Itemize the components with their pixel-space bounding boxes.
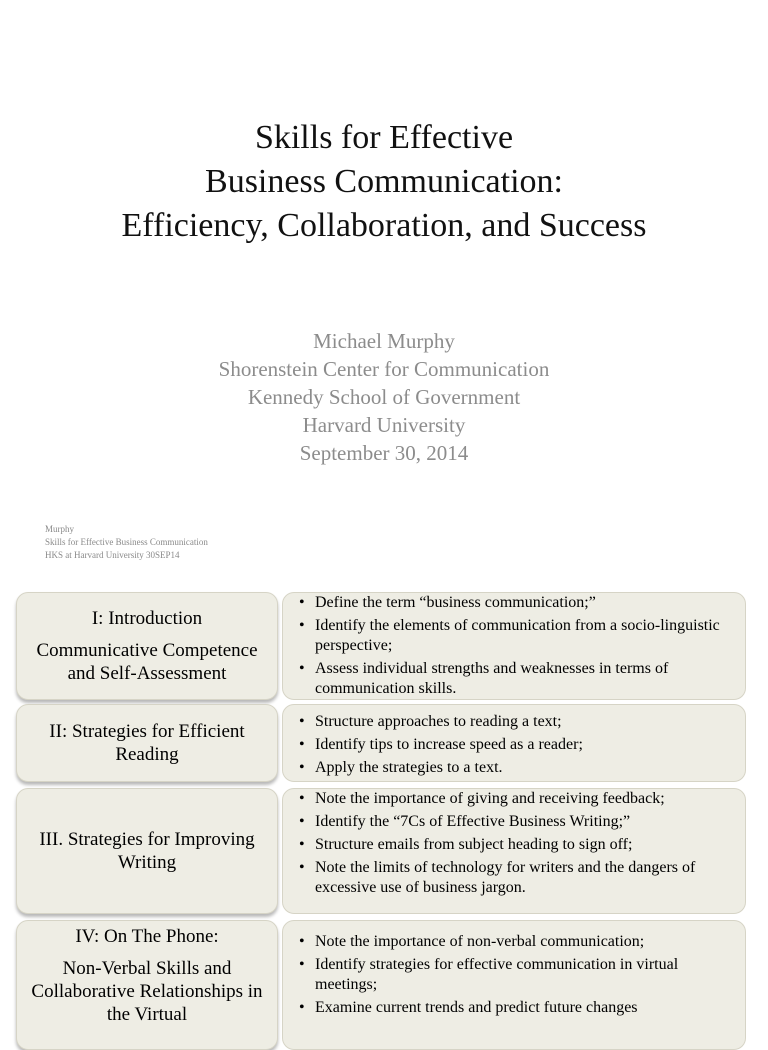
agenda-row-introduction xyxy=(16,592,746,700)
objectives-list xyxy=(299,789,737,898)
title-line: Efficiency, Collaboration, and Success xyxy=(121,207,647,244)
footer-line: Skills for Effective Business Communication xyxy=(45,537,208,547)
title-line: Business Communication: xyxy=(205,163,563,200)
section-box xyxy=(16,592,278,700)
author-date: September 30, 2014 xyxy=(299,441,469,465)
footer-line: Murphy xyxy=(45,524,74,534)
objective-item: • Define the term “business communication;” xyxy=(299,593,737,613)
agenda-row-writing xyxy=(16,788,746,914)
objective-item: • Note the limits of technology for writers and the dangers of excessive use of business jargon. xyxy=(299,858,737,898)
objective-item: • Note the importance of giving and receiving feedback; xyxy=(299,789,737,809)
section-heading: III. Strategies for Improving Writing xyxy=(39,829,255,873)
objectives-list xyxy=(299,712,737,778)
footer-line: HKS at Harvard University 30SEP14 xyxy=(45,550,180,560)
title-line: Skills for Effective xyxy=(254,119,514,156)
objective-item: • Structure approaches to reading a text; xyxy=(299,712,737,732)
section-heading: II: Strategies for Efficient Reading xyxy=(49,721,245,765)
objective-item: • Apply the strategies to a text. xyxy=(299,758,737,778)
objective-item: • Identify the elements of communication from a socio-linguistic perspective; xyxy=(299,616,737,656)
objective-item: • Identify strategies for effective communication in virtual meetings; xyxy=(299,955,737,995)
author-name: Michael Murphy xyxy=(313,329,455,353)
agenda-row-reading xyxy=(16,704,746,782)
objective-item: • Assess individual strengths and weaknesses in terms of communication skills. xyxy=(299,659,737,699)
author-center: Shorenstein Center for Communication xyxy=(218,357,550,381)
agenda-row-phone xyxy=(16,920,746,1050)
section-box xyxy=(16,920,278,1050)
section-subheading: Communicative Competence and Self-Assessment xyxy=(36,640,258,684)
objectives-box xyxy=(282,704,746,782)
section-box xyxy=(16,788,278,914)
objectives-box xyxy=(282,592,746,700)
author-school: Kennedy School of Government xyxy=(247,385,521,409)
objectives-list xyxy=(299,932,737,1018)
objective-item: • Examine current trends and predict future changes xyxy=(299,998,737,1018)
author-university: Harvard University xyxy=(302,413,466,437)
objective-item: • Structure emails from subject heading to sign off; xyxy=(299,835,737,855)
objective-item: • Identify the “7Cs of Effective Business Writing;” xyxy=(299,812,737,832)
section-heading: IV: On The Phone: xyxy=(75,926,219,947)
objectives-box xyxy=(282,788,746,914)
objectives-list xyxy=(299,593,737,699)
objective-item: • Identify tips to increase speed as a reader; xyxy=(299,735,737,755)
objective-item: • Note the importance of non-verbal communication; xyxy=(299,932,737,952)
section-heading: I: Introduction xyxy=(91,608,203,629)
section-box xyxy=(16,704,278,782)
section-subheading: Non-Verbal Skills and Collaborative Relationships in the Virtual xyxy=(31,958,263,1025)
objectives-box xyxy=(282,920,746,1050)
